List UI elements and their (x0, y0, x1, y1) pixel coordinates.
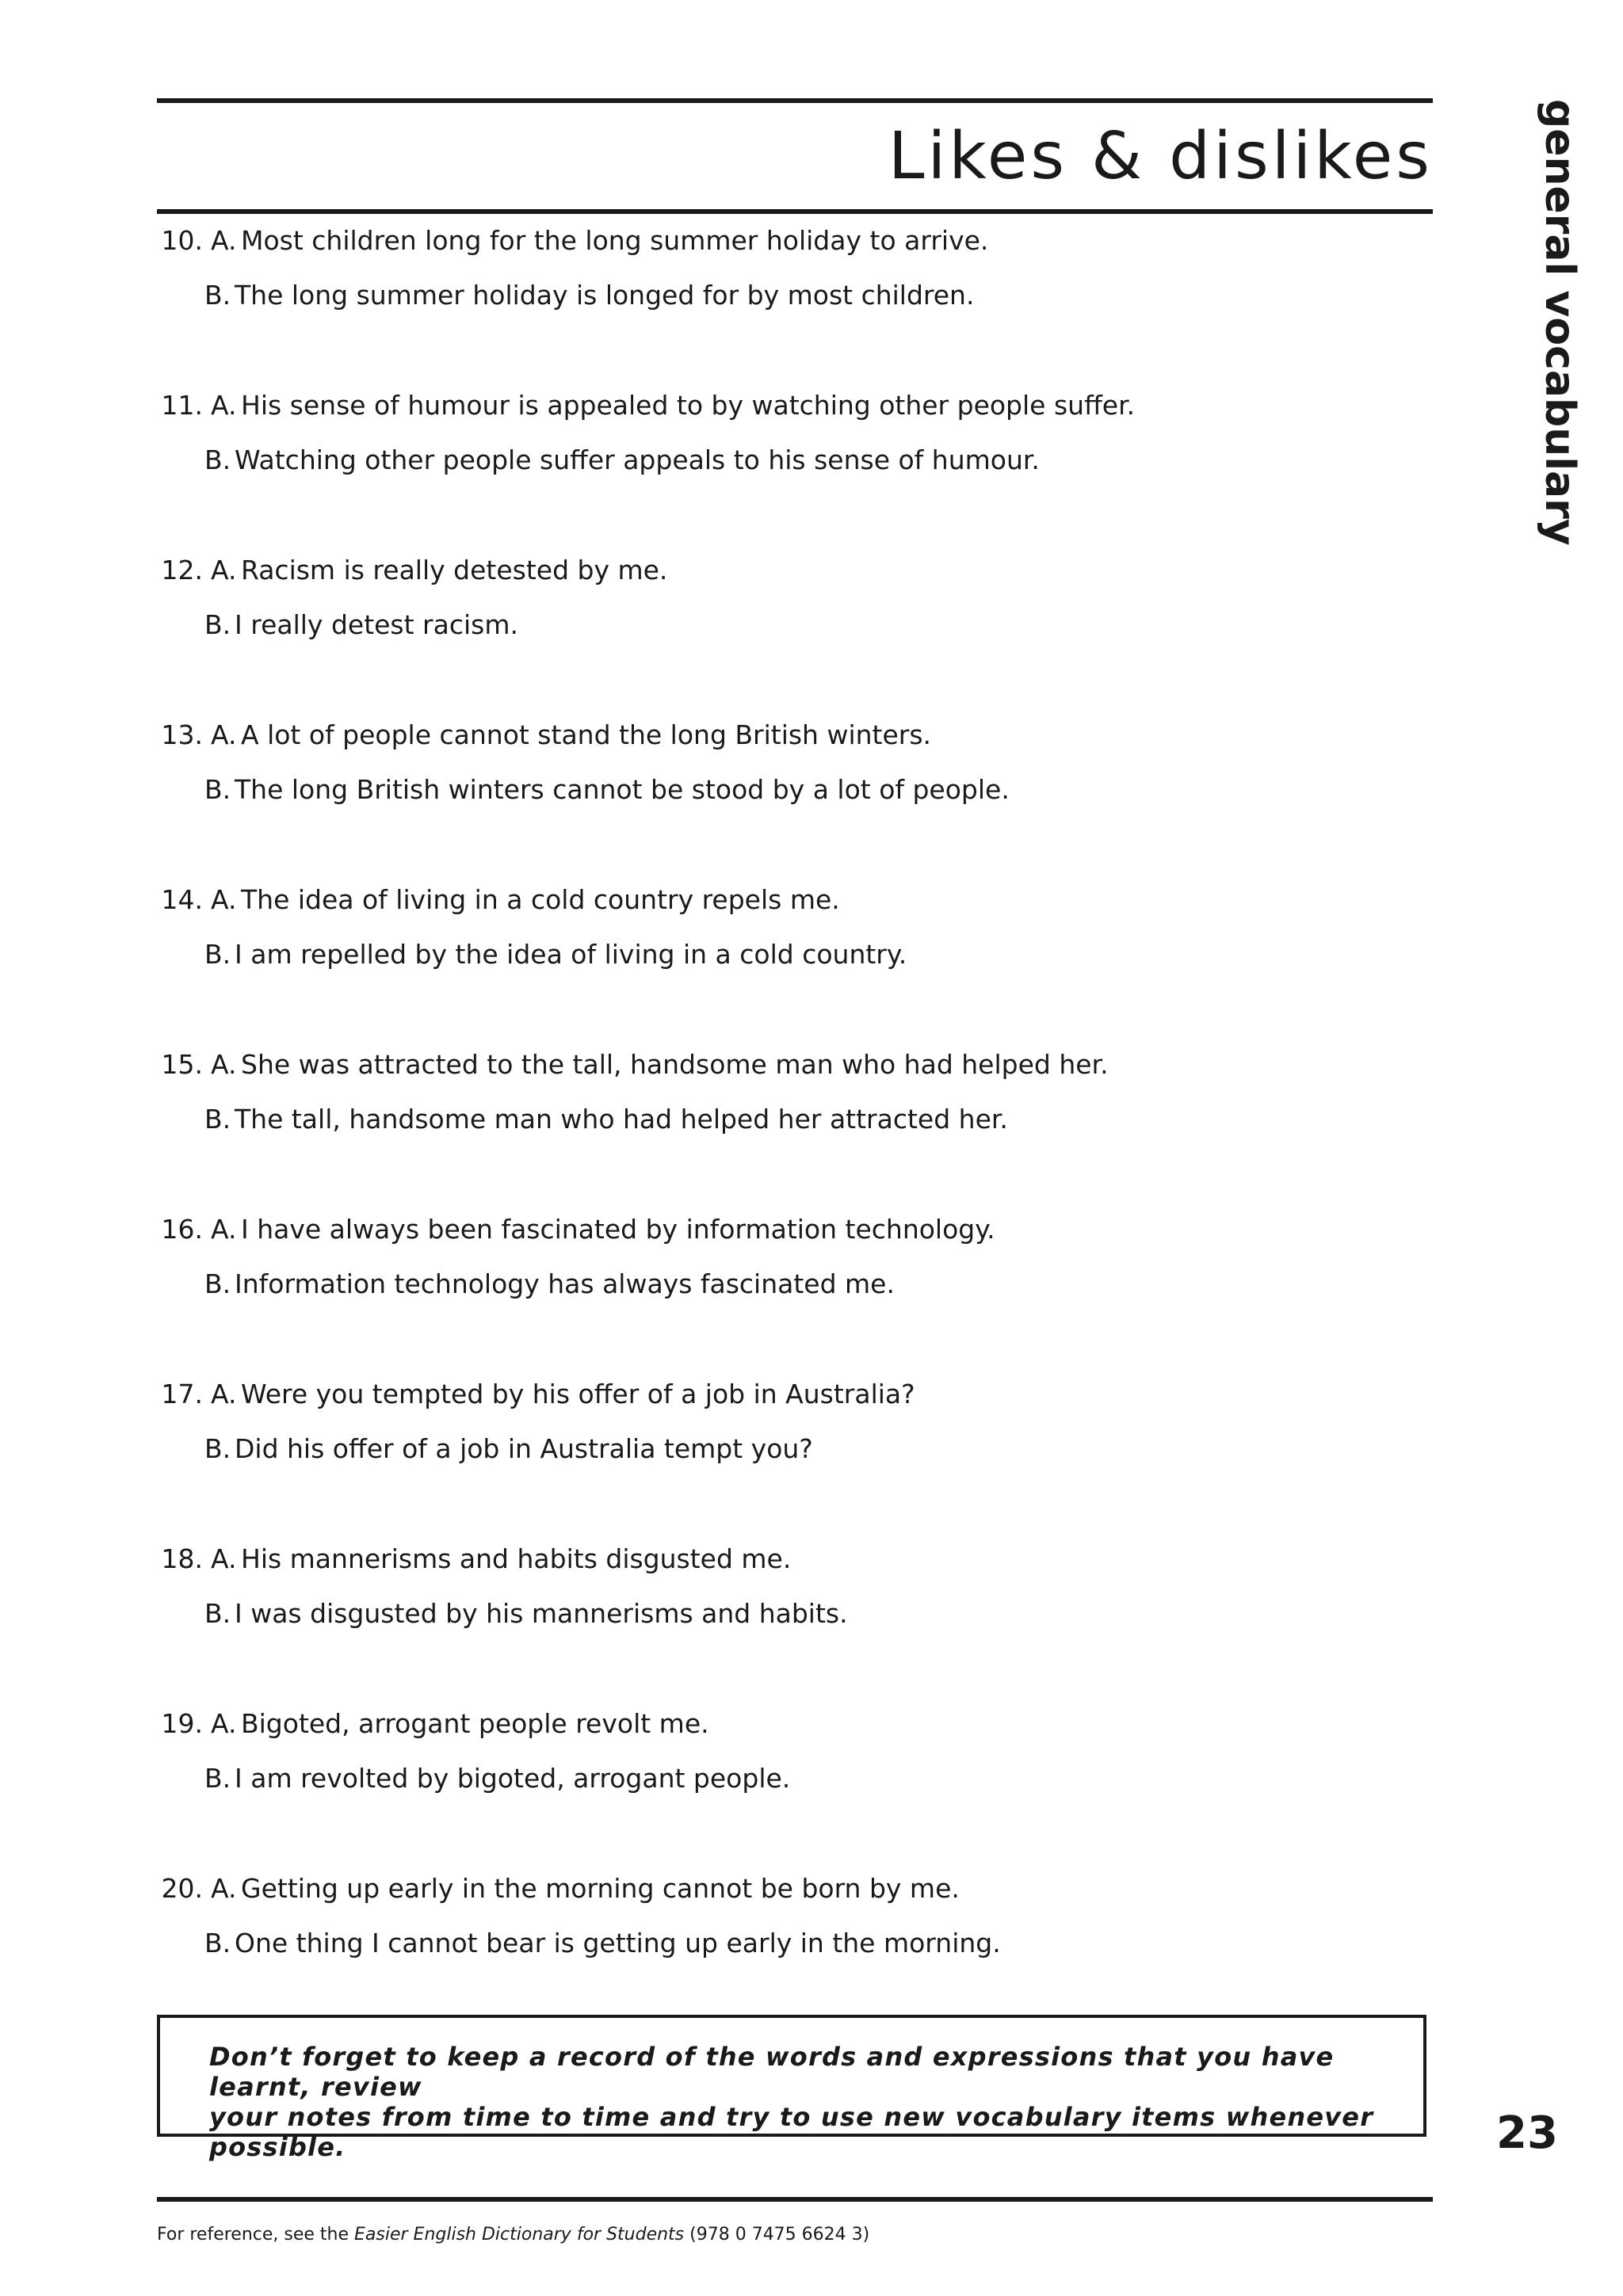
sentence-a (157, 719, 931, 751)
option-label-a: A. (211, 1379, 237, 1409)
exercise-item (157, 550, 1425, 715)
item-number: 15. (161, 1049, 203, 1080)
exercise-item (157, 879, 1425, 1044)
bottom-rule (157, 2197, 1433, 2202)
exercise-item (157, 1209, 1425, 1374)
item-number: 12. (161, 555, 203, 585)
sentence-a (157, 555, 667, 586)
option-label-b: B. (204, 939, 231, 970)
option-label-b: B. (204, 1104, 231, 1135)
option-label-a: A. (211, 1214, 237, 1245)
tip-box (157, 2015, 1426, 2162)
exercise-item (157, 220, 1425, 385)
footer-reference (157, 2225, 869, 2245)
exercise-item (157, 1374, 1425, 1539)
option-label-a: A. (211, 1543, 237, 1574)
option-label-b: B. (204, 1928, 231, 1958)
sentence-a (157, 225, 988, 257)
footer-prefix: For reference, see the (157, 2225, 355, 2245)
sentence-a-text: Most children long for the long summer holiday to arrive. (241, 225, 989, 256)
option-label-a: A. (211, 390, 237, 421)
item-number: 10. (161, 225, 203, 256)
sentence-b (204, 1598, 848, 1630)
sentence-b-text: Watching other people suffer appeals to his sense of humour. (235, 444, 1040, 475)
option-label-a: A. (211, 1049, 237, 1080)
option-label-b: B. (204, 1763, 231, 1794)
sentence-b-text: The long summer holiday is longed for by most children. (235, 280, 975, 311)
sentence-a-text: Bigoted, arrogant people revolt me. (241, 1708, 709, 1739)
option-label-b: B. (204, 1433, 231, 1464)
sentence-a-text: His mannerisms and habits disgusted me. (241, 1543, 792, 1574)
sentence-b-text: The long British winters cannot be stood by a lot of people. (235, 774, 1010, 805)
exercise-item (157, 385, 1425, 550)
sentence-b-text: Information technology has always fascinated me. (235, 1268, 895, 1299)
sentence-b-text: One thing I cannot bear is getting up early in the morning. (235, 1928, 1001, 1958)
sentence-a (157, 390, 1135, 421)
sentence-b-text: I really detest racism. (235, 609, 518, 640)
exercise-item (157, 1703, 1425, 1868)
sentence-a-text: A lot of people cannot stand the long British winters. (241, 719, 932, 750)
sentence-a (157, 884, 840, 916)
footer-suffix: (978 0 7475 6624 3) (684, 2225, 870, 2245)
option-label-b: B. (204, 774, 231, 805)
option-label-b: B. (204, 1598, 231, 1629)
option-label-a: A. (211, 884, 237, 915)
item-number: 20. (161, 1873, 203, 1904)
sentence-b (204, 1104, 1008, 1135)
item-number: 13. (161, 719, 203, 750)
page-title: Likes & dislikes (888, 119, 1433, 194)
sentence-a-text: I have always been fascinated by information technology. (241, 1214, 995, 1245)
sentence-a (157, 1379, 915, 1410)
exercise-item (157, 1539, 1425, 1703)
sentence-a (157, 1873, 960, 1905)
sentence-a-text: Racism is really detested by me. (241, 555, 668, 585)
title-rule (157, 209, 1433, 214)
option-label-b: B. (204, 280, 231, 311)
tip-text (209, 2042, 1398, 2162)
exercise-item (157, 715, 1425, 879)
sentence-b-text: The tall, handsome man who had helped her attracted her. (235, 1104, 1008, 1135)
option-label-a: A. (211, 1708, 237, 1739)
sentence-a-text: Were you tempted by his offer of a job in Australia? (241, 1379, 915, 1409)
exercise-item (157, 1868, 1425, 2033)
footer-book-title: Easier English Dictionary for Students (354, 2225, 685, 2245)
sentence-a-text: The idea of living in a cold country repels me. (241, 884, 840, 915)
sentence-b-text: I am revolted by bigoted, arrogant people. (235, 1763, 791, 1794)
item-number: 11. (161, 390, 203, 421)
sentence-a-text: She was attracted to the tall, handsome man who had helped her. (241, 1049, 1109, 1080)
sentence-a (157, 1543, 791, 1575)
exercise-list (157, 220, 1425, 2033)
sentence-a (157, 1214, 995, 1245)
sentence-b-text: Did his offer of a job in Australia tempt you? (235, 1433, 813, 1464)
option-label-a: A. (211, 225, 237, 256)
sentence-a-text: His sense of humour is appealed to by watching other people suffer. (241, 390, 1136, 421)
option-label-a: A. (211, 555, 237, 585)
exercise-item (157, 1044, 1425, 1209)
sentence-b-text: I am repelled by the idea of living in a cold country. (235, 939, 907, 970)
sentence-a-text: Getting up early in the morning cannot be born by me. (241, 1873, 960, 1904)
option-label-a: A. (211, 719, 237, 750)
sentence-b (204, 444, 1040, 476)
sentence-b (204, 609, 518, 641)
option-label-b: B. (204, 444, 231, 475)
item-number: 18. (161, 1543, 203, 1574)
item-number: 14. (161, 884, 203, 915)
section-tab-label: general vocabulary (1536, 99, 1583, 546)
sentence-a (157, 1049, 1109, 1081)
option-label-b: B. (204, 1268, 231, 1299)
item-number: 16. (161, 1214, 203, 1245)
tip-line-1: Don’t forget to keep a record of the words and expressions that you have learnt, review (209, 2042, 1335, 2102)
item-number: 19. (161, 1708, 203, 1739)
sentence-b (204, 939, 907, 971)
sentence-b (204, 1763, 790, 1794)
sentence-b (204, 1928, 1001, 1959)
option-label-b: B. (204, 609, 231, 640)
tip-line-2: your notes from time to time and try to use new vocabulary items whenever possible. (209, 2102, 1374, 2162)
sentence-b-text: I was disgusted by his mannerisms and habits. (235, 1598, 848, 1629)
sentence-b (204, 774, 1010, 806)
item-number: 17. (161, 1379, 203, 1409)
sentence-b (204, 1433, 813, 1465)
option-label-a: A. (211, 1873, 237, 1904)
sentence-b (204, 280, 974, 311)
top-rule (157, 98, 1433, 103)
sentence-a (157, 1708, 709, 1740)
page-number: 23 (1496, 2107, 1558, 2159)
sentence-b (204, 1268, 895, 1300)
